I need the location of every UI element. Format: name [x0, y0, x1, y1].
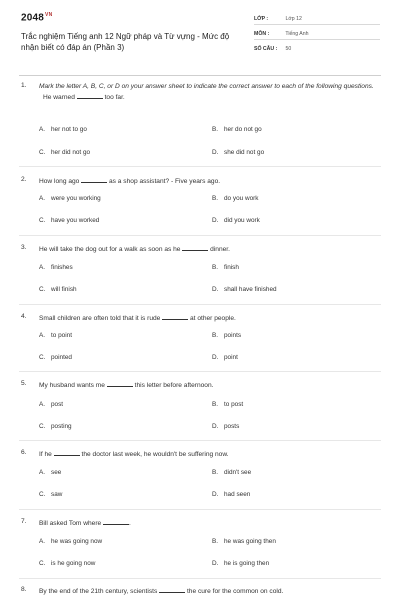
option-b[interactable] — [212, 332, 241, 339]
stem-text-after: . — [129, 520, 131, 527]
question-stem — [39, 82, 379, 103]
option-text: her did not go — [51, 149, 91, 156]
option-d[interactable] — [212, 560, 269, 567]
option-c[interactable] — [39, 217, 99, 224]
option-letter: B. — [212, 401, 219, 408]
option-text: did you work — [224, 217, 260, 224]
option-d[interactable] — [212, 149, 264, 156]
logo-suffix: VN — [45, 12, 53, 18]
option-letter: D. — [212, 560, 219, 567]
question-divider — [19, 578, 381, 579]
answer-blank — [81, 176, 107, 183]
option-letter: C. — [39, 560, 46, 567]
stem-text-after: this letter before afternoon. — [134, 382, 214, 389]
option-letter: A. — [39, 538, 46, 545]
option-letter: D. — [212, 286, 219, 293]
option-text: will finish — [51, 286, 77, 293]
option-letter: A. — [39, 332, 46, 339]
stem-text-before: If he — [39, 451, 52, 458]
option-c[interactable] — [39, 149, 90, 156]
question-divider — [19, 166, 381, 167]
option-a[interactable] — [39, 332, 72, 339]
option-letter: D. — [212, 354, 219, 361]
option-b[interactable] — [212, 538, 276, 545]
answer-blank — [159, 586, 185, 593]
question-number: 4. — [21, 313, 27, 320]
meta-count — [254, 46, 380, 52]
option-text: post — [51, 401, 64, 408]
option-text: her do not go — [224, 126, 262, 133]
question-stem — [39, 244, 379, 255]
option-letter: B. — [212, 126, 219, 133]
option-b[interactable] — [212, 195, 258, 202]
option-letter: C. — [39, 149, 46, 156]
question-number: 1. — [21, 82, 27, 89]
option-text: do you work — [224, 195, 259, 202]
meta-class — [254, 16, 380, 22]
question-instruction: Mark the letter A, B, C, or D on your answer sheet to indicate the correct answer to each of the following questions. — [39, 83, 374, 90]
option-letter: B. — [212, 264, 219, 271]
option-b[interactable] — [212, 401, 243, 408]
option-text: he is going then — [224, 560, 270, 567]
option-b[interactable] — [212, 264, 239, 271]
logo-text: 2048 — [21, 12, 45, 24]
stem-text-before: He will take the dog out for a walk as soon as he — [39, 246, 181, 253]
question-divider — [19, 304, 381, 305]
stem-text-after: too far. — [104, 94, 125, 101]
option-text: pointed — [51, 354, 72, 361]
option-letter: C. — [39, 217, 46, 224]
option-letter: C. — [39, 423, 46, 430]
option-c[interactable] — [39, 491, 62, 498]
option-text: is he going now — [51, 560, 96, 567]
count-value: 50 — [285, 46, 292, 52]
answer-blank — [162, 313, 188, 320]
count-label: SỐ CÂU : — [254, 46, 278, 52]
question-divider — [19, 440, 381, 441]
option-letter: D. — [212, 217, 219, 224]
option-text: see — [51, 469, 62, 476]
divider — [254, 39, 380, 40]
option-a[interactable] — [39, 264, 73, 271]
option-letter: D. — [212, 423, 219, 430]
option-a[interactable] — [39, 126, 87, 133]
option-letter: A. — [39, 469, 46, 476]
stem-text-before: He warned — [43, 94, 75, 101]
option-letter: D. — [212, 491, 219, 498]
option-d[interactable] — [212, 286, 277, 293]
option-d[interactable] — [212, 354, 238, 361]
option-text: shall have finished — [224, 286, 277, 293]
question-stem — [39, 518, 379, 529]
option-letter: D. — [212, 149, 219, 156]
stem-text-before: Bill asked Tom where — [39, 520, 102, 527]
stem-text-before: By the end of the 21th century, scientists — [39, 588, 158, 595]
option-letter: C. — [39, 491, 46, 498]
answer-blank — [77, 92, 103, 99]
option-text: posts — [224, 423, 240, 430]
option-text: have you worked — [51, 217, 100, 224]
option-letter: C. — [39, 286, 46, 293]
option-letter: B. — [212, 332, 219, 339]
question-stem — [39, 313, 379, 324]
question-stem — [39, 380, 379, 391]
class-value: Lớp 12 — [285, 16, 302, 22]
question-stem — [39, 449, 379, 460]
question-divider — [19, 235, 381, 236]
option-a[interactable] — [39, 538, 102, 545]
header-divider — [19, 75, 381, 76]
option-letter: C. — [39, 354, 46, 361]
question-number: 6. — [21, 449, 27, 456]
option-a[interactable] — [39, 195, 101, 202]
answer-blank — [54, 449, 80, 456]
option-c[interactable] — [39, 560, 95, 567]
page-title: Trắc nghiệm Tiếng anh 12 Ngữ pháp và Từ vựng - Mức độ nhận biết có đáp án (Phần 3) — [21, 32, 230, 52]
option-text: she did not go — [224, 149, 265, 156]
answer-blank — [103, 518, 129, 525]
option-text: finish — [224, 264, 239, 271]
question-number: 2. — [21, 176, 27, 183]
answer-blank — [107, 380, 133, 387]
option-c[interactable] — [39, 354, 72, 361]
option-d[interactable] — [212, 423, 239, 430]
question-number: 3. — [21, 244, 27, 251]
class-label: LỚP : — [254, 16, 269, 22]
option-a[interactable] — [39, 401, 63, 408]
option-d[interactable] — [212, 491, 250, 498]
stem-text-after: the doctor last week, he wouldn't be suffering now. — [81, 451, 229, 458]
subject-value: Tiếng Anh — [285, 31, 309, 37]
subject-label: MÔN : — [254, 31, 270, 37]
site-logo[interactable] — [21, 12, 52, 23]
option-letter: B. — [212, 195, 219, 202]
stem-text-after: dinner. — [210, 246, 230, 253]
stem-text-before: How long ago — [39, 178, 80, 185]
option-letter: A. — [39, 401, 46, 408]
question-divider — [19, 371, 381, 372]
option-b[interactable] — [212, 126, 262, 133]
option-a[interactable] — [39, 469, 61, 476]
option-d[interactable] — [212, 217, 260, 224]
option-text: had seen — [224, 491, 251, 498]
question-stem — [39, 176, 379, 187]
stem-text-after: at other people. — [190, 315, 236, 322]
option-text: were you working — [51, 195, 101, 202]
option-letter: A. — [39, 264, 46, 271]
worksheet-header — [0, 0, 400, 70]
answer-blank — [182, 244, 208, 251]
option-letter: B. — [212, 538, 219, 545]
option-text: saw — [51, 491, 63, 498]
question-number: 5. — [21, 380, 27, 387]
option-text: to post — [224, 401, 244, 408]
option-text: finishes — [51, 264, 73, 271]
question-number: 7. — [21, 518, 27, 525]
question-divider — [19, 509, 381, 510]
question-number: 8. — [21, 586, 27, 593]
option-text: to point — [51, 332, 72, 339]
option-text: he was going now — [51, 538, 103, 545]
option-c[interactable] — [39, 286, 77, 293]
option-letter: B. — [212, 469, 219, 476]
stem-text-before: My husband wants me — [39, 382, 105, 389]
stem-text-before: Small children are often told that it is rude — [39, 315, 161, 322]
option-text: her not to go — [51, 126, 87, 133]
option-b[interactable] — [212, 469, 251, 476]
option-letter: A. — [39, 126, 46, 133]
option-text: point — [224, 354, 238, 361]
option-text: he was going then — [224, 538, 276, 545]
stem-text-after: the cure for the common on cold. — [186, 588, 284, 595]
option-letter: A. — [39, 195, 46, 202]
option-c[interactable] — [39, 423, 72, 430]
option-text: posting — [51, 423, 72, 430]
divider — [254, 24, 380, 25]
stem-text-after: as a shop assistant? - Five years ago. — [109, 178, 221, 185]
option-text: didn't see — [224, 469, 252, 476]
option-text: points — [224, 332, 242, 339]
question-stem — [39, 586, 379, 597]
meta-subject — [254, 31, 380, 37]
